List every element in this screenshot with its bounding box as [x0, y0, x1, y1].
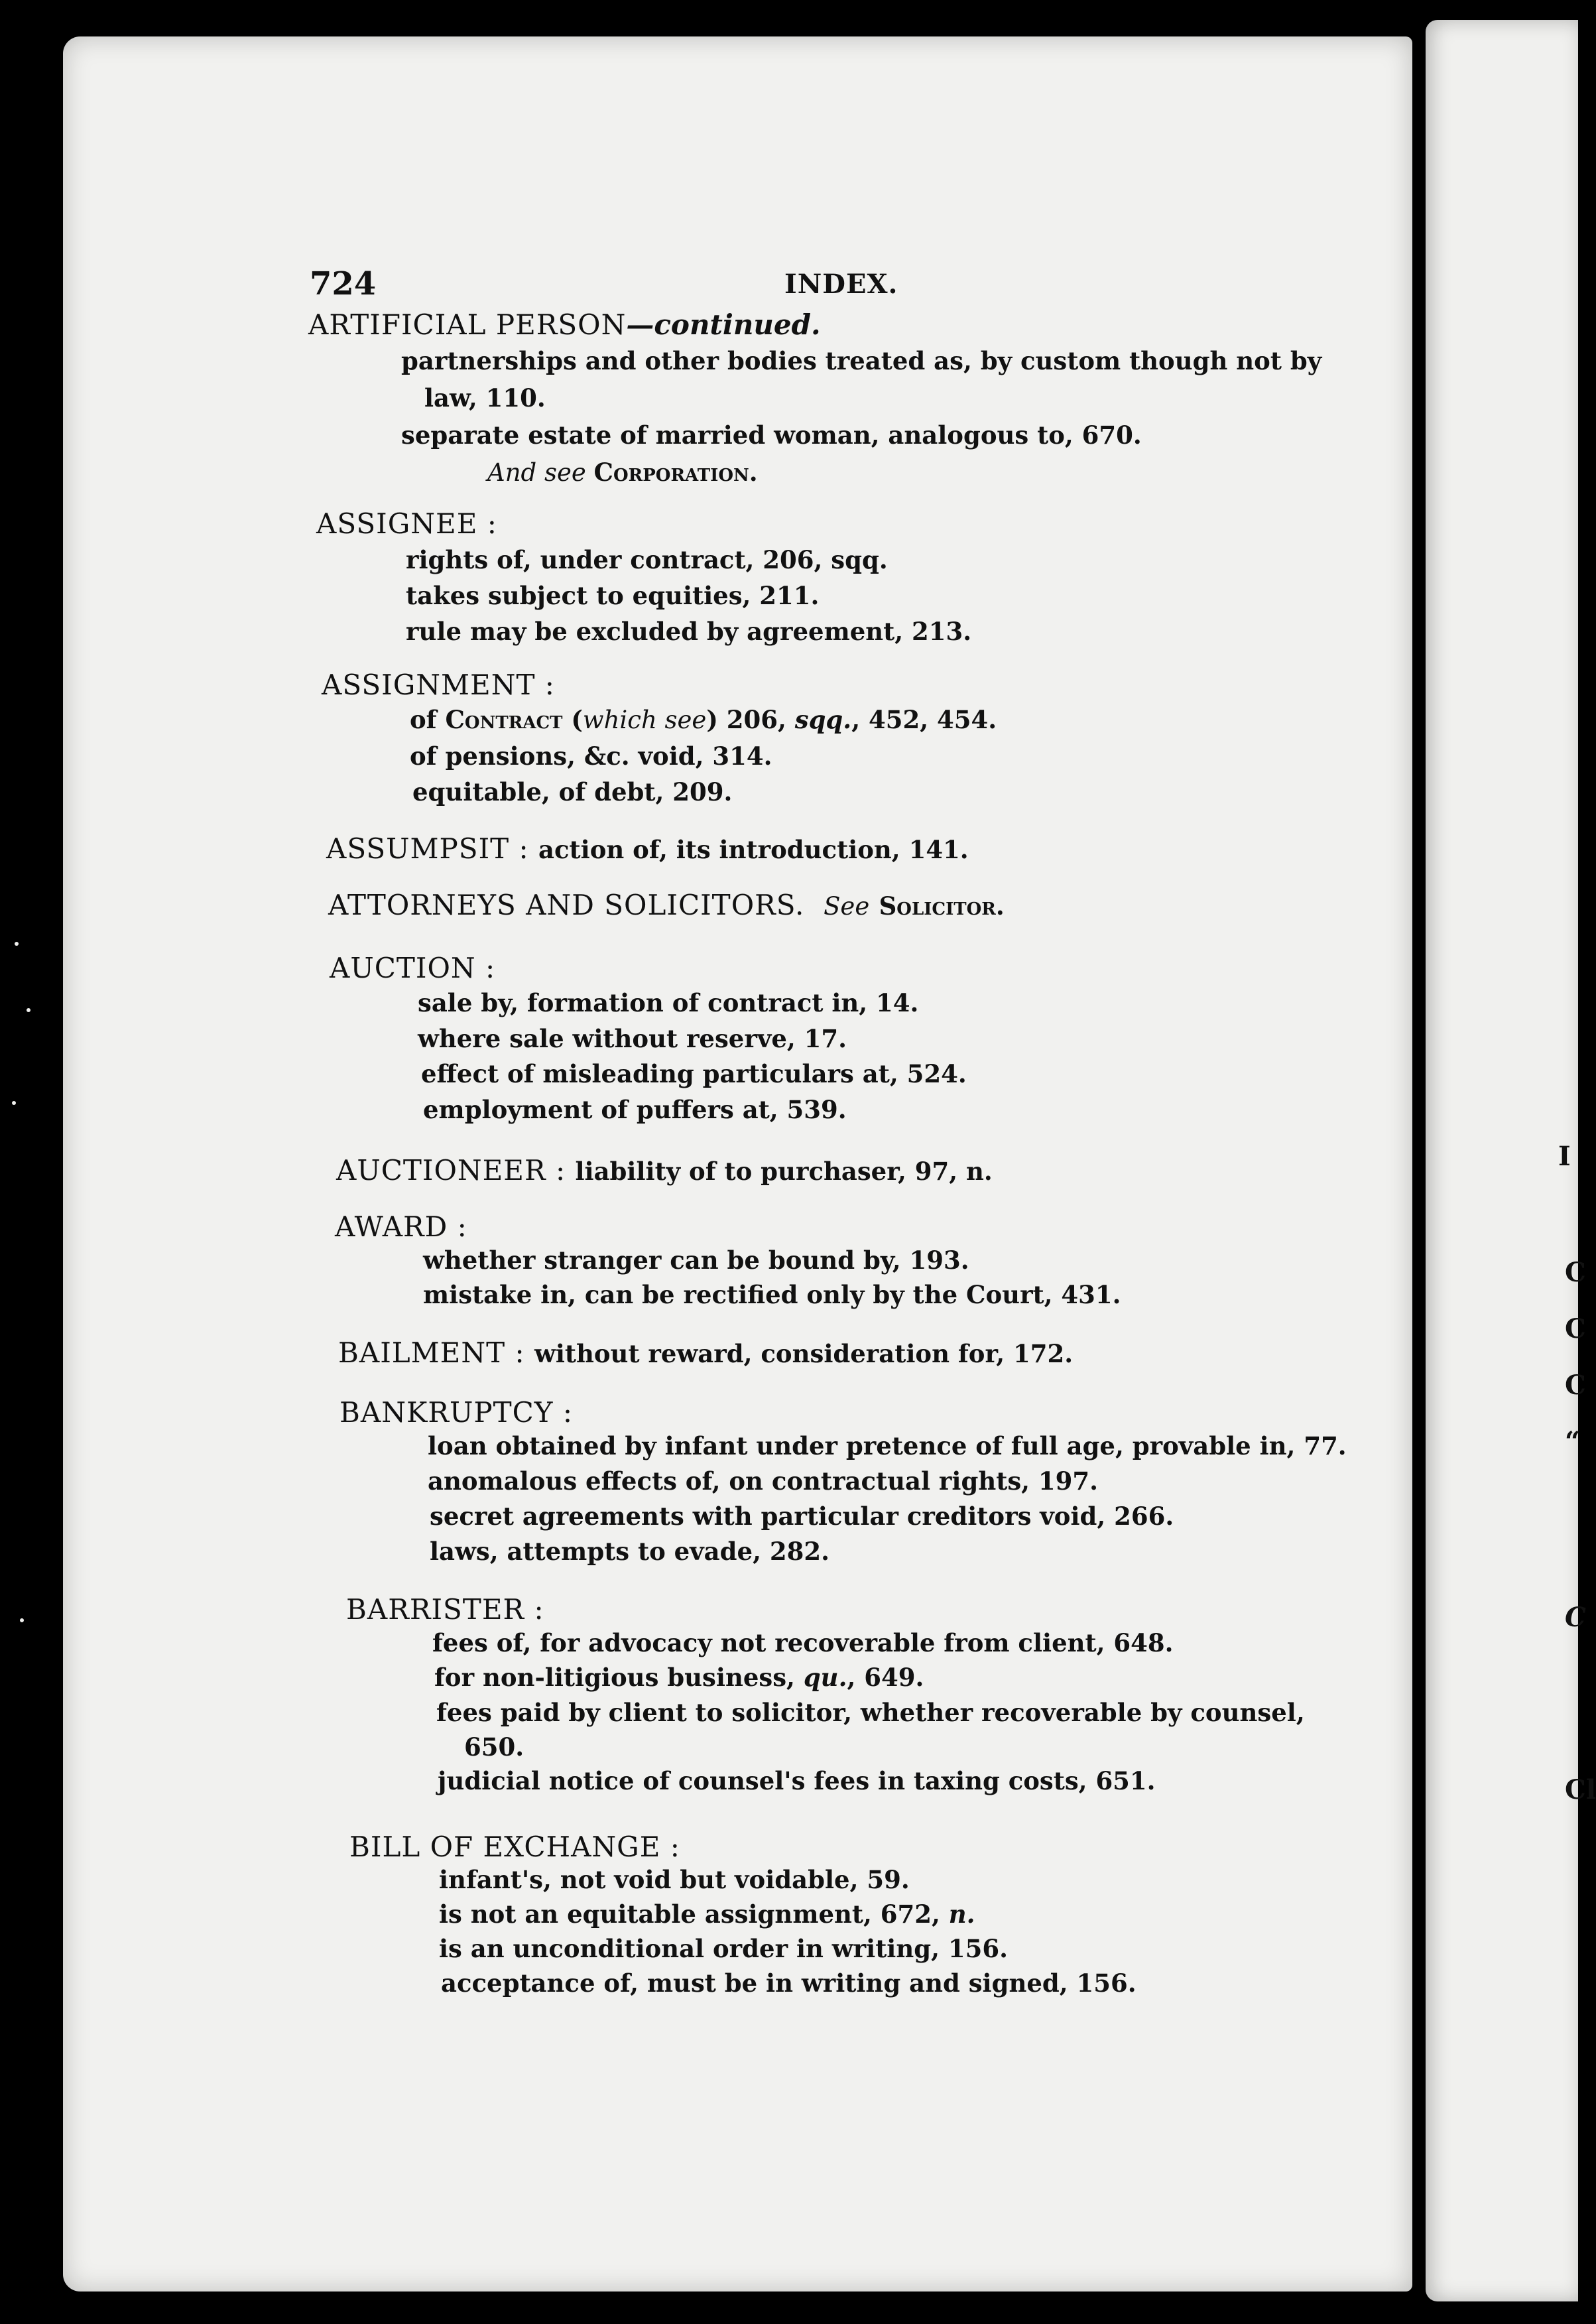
- index-heading: ASSUMPSIT : action of, its introduction, 141.: [326, 832, 969, 865]
- scan-speck: [20, 1618, 24, 1622]
- index-line: law, 110.: [424, 383, 546, 413]
- index-line: rule may be excluded by agreement, 213.: [406, 617, 972, 646]
- index-cross-reference: And see Corporation.: [487, 458, 758, 487]
- index-line: partnerships and other bodies treated as, by custom though not by: [401, 346, 1322, 375]
- index-line: anomalous effects of, on contractual rights, 197.: [428, 1466, 1099, 1496]
- index-line: employment of puffers at, 539.: [423, 1095, 847, 1124]
- facing-page-fragment: C: [1565, 1257, 1586, 1288]
- scan-speck: [15, 942, 19, 946]
- index-heading: AUCTION :: [330, 952, 496, 984]
- index-heading: BANKRUPTCY :: [339, 1396, 573, 1429]
- index-line: effect of misleading particulars at, 524.: [421, 1059, 967, 1088]
- index-line: of pensions, &c. void, 314.: [410, 742, 772, 771]
- index-line: takes subject to equities, 211.: [406, 581, 820, 610]
- index-line: is an unconditional order in writing, 156.: [439, 1934, 1008, 1963]
- index-heading: AUCTIONEER : liability of to purchaser, 97, n.: [336, 1154, 993, 1187]
- index-line: for non-litigious business, qu., 649.: [434, 1663, 924, 1692]
- facing-page-fragment: C: [1565, 1602, 1586, 1633]
- index-heading: ATTORNEYS AND SOLICITORS. See Solicitor.: [328, 889, 1005, 921]
- facing-page-fragment: “: [1565, 1426, 1581, 1457]
- scan-speck: [12, 1101, 16, 1105]
- index-line: whether stranger can be bound by, 193.: [423, 1246, 969, 1275]
- index-heading: BARRISTER :: [346, 1593, 544, 1626]
- index-line: where sale without reserve, 17.: [418, 1024, 847, 1053]
- scan-speck: [27, 1008, 31, 1012]
- index-line: acceptance of, must be in writing and signed, 156.: [441, 1969, 1136, 1998]
- facing-page-fragment: C: [1565, 1370, 1586, 1401]
- index-line: of Contract (which see) 206, sqq., 452, 454.: [410, 705, 997, 734]
- index-line: is not an equitable assignment, 672, n.: [439, 1900, 975, 1929]
- index-line: laws, attempts to evade, 282.: [430, 1537, 829, 1566]
- index-line: loan obtained by infant under pretence of full age, provable in, 77.: [428, 1431, 1347, 1460]
- page-number: 724: [310, 265, 377, 302]
- facing-page-fragment: C: [1565, 1313, 1586, 1344]
- index-line: rights of, under contract, 206, sqq.: [406, 545, 888, 574]
- facing-page-fragment: Cl: [1565, 1774, 1596, 1805]
- facing-page-fragment: I: [1558, 1141, 1571, 1172]
- index-line: equitable, of debt, 209.: [412, 777, 733, 807]
- index-heading: BAILMENT : without reward, consideration for, 172.: [338, 1336, 1074, 1369]
- page-title: INDEX.: [784, 269, 898, 300]
- index-heading: BILL OF EXCHANGE :: [349, 1831, 680, 1863]
- index-heading: AWARD :: [335, 1210, 467, 1243]
- index-line: infant's, not void but voidable, 59.: [439, 1865, 910, 1894]
- index-line: judicial notice of counsel's fees in taxing costs, 651.: [438, 1766, 1156, 1795]
- index-line: fees of, for advocacy not recoverable from client, 648.: [432, 1628, 1174, 1657]
- index-heading: ASSIGNMENT :: [322, 669, 555, 701]
- index-line: sale by, formation of contract in, 14.: [418, 988, 919, 1017]
- index-line: separate estate of married woman, analogous to, 670.: [401, 420, 1142, 450]
- index-line: fees paid by client to solicitor, whether recoverable by counsel,: [436, 1698, 1305, 1727]
- index-line: mistake in, can be rectified only by the Court, 431.: [423, 1280, 1121, 1309]
- index-heading: ASSIGNEE :: [316, 507, 497, 540]
- index-line: secret agreements with particular creditors void, 266.: [430, 1502, 1174, 1531]
- index-line: 650.: [464, 1732, 524, 1762]
- index-heading: ARTIFICIAL PERSON—continued.: [308, 308, 821, 341]
